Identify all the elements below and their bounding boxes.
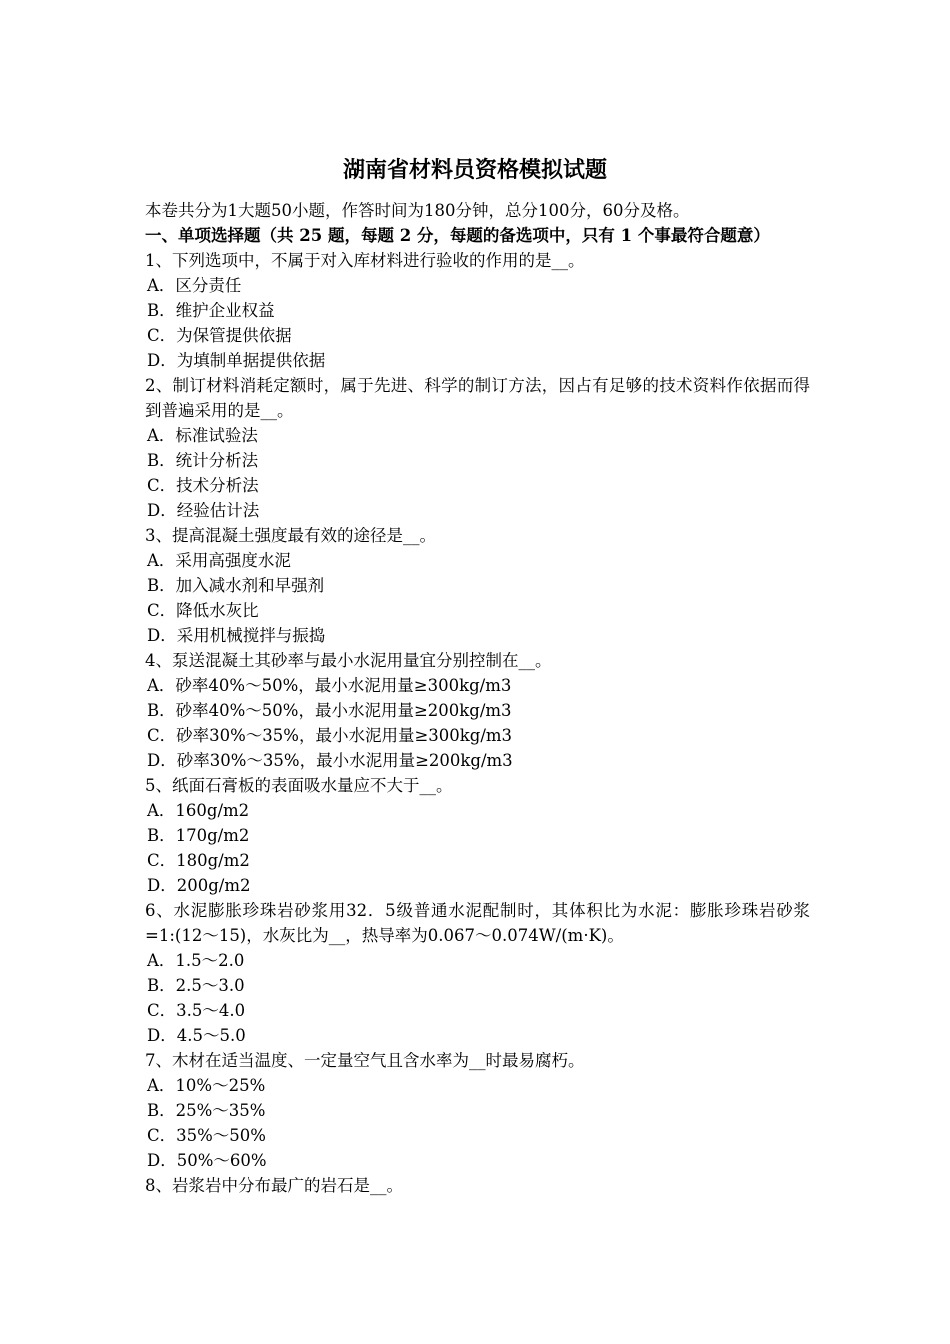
option-d: D．200g/m2 — [147, 876, 251, 895]
option-c: C．降低水灰比 — [147, 601, 259, 620]
question-1 — [145, 248, 810, 373]
option-a: A．标准试验法 — [147, 426, 258, 445]
question-7 — [145, 1048, 810, 1173]
option-c: C．为保管提供依据 — [147, 326, 292, 345]
option-d: D．砂率30%～35%，最小水泥用量≥200kg/m3 — [147, 751, 513, 770]
question-stem: 5、纸面石膏板的表面吸水量应不大于__。 — [145, 776, 453, 795]
document-body — [145, 198, 810, 1198]
option-b: B．170g/m2 — [147, 826, 250, 845]
question-stem: 4、泵送混凝土其砂率与最小水泥用量宜分别控制在__。 — [145, 651, 552, 670]
option-d: D．50%～60% — [147, 1151, 267, 1170]
option-c: C．3.5～4.0 — [147, 1001, 246, 1020]
option-c: C．砂率30%～35%，最小水泥用量≥300kg/m3 — [147, 726, 513, 745]
question-2 — [145, 373, 810, 523]
option-d: D．采用机械搅拌与振捣 — [147, 626, 326, 645]
question-stem: 3、提高混凝土强度最有效的途径是__。 — [145, 526, 436, 545]
question-4 — [145, 648, 810, 773]
option-a: A．1.5～2.0 — [147, 951, 245, 970]
option-b: B．统计分析法 — [147, 451, 259, 470]
option-b: B．25%～35% — [147, 1101, 266, 1120]
question-stem: 6、水泥膨胀珍珠岩砂浆用32．5级普通水泥配制时，其体积比为水泥：膨胀珍珠岩砂浆=1:(12～15)，水灰比为__，热导率为0.067～0.074W/(m·K)。 — [145, 901, 810, 945]
option-c: C．180g/m2 — [147, 851, 250, 870]
exam-intro: 本卷共分为1大题50小题，作答时间为180分钟，总分100分，60分及格。 — [145, 201, 690, 220]
option-c: C．技术分析法 — [147, 476, 259, 495]
question-stem: 1、下列选项中，不属于对入库材料进行验收的作用的是__。 — [145, 251, 585, 270]
question-6 — [145, 898, 810, 1048]
option-d: D．4.5～5.0 — [147, 1026, 246, 1045]
question-stem: 8、岩浆岩中分布最广的岩石是__。 — [145, 1176, 403, 1195]
question-stem: 2、制订材料消耗定额时，属于先进、科学的制订方法，因占有足够的技术资料作依据而得到普遍采用的是__。 — [145, 376, 810, 420]
section-heading: 一、单项选择题（共 25 题，每题 2 分，每题的备选项中，只有 1 个事最符合题意） — [145, 226, 770, 245]
option-a: A．区分责任 — [147, 276, 242, 295]
question-8 — [145, 1173, 810, 1198]
option-b: B．砂率40%～50%，最小水泥用量≥200kg/m3 — [147, 701, 512, 720]
option-a: A．160g/m2 — [147, 801, 250, 820]
option-b: B．2.5～3.0 — [147, 976, 245, 995]
document-title: 湖南省材料员资格模拟试题 — [342, 157, 607, 183]
option-d: D．经验估计法 — [147, 501, 260, 520]
option-d: D．为填制单据提供依据 — [147, 351, 326, 370]
question-3 — [145, 523, 810, 648]
option-a: A．采用高强度水泥 — [147, 551, 291, 570]
option-a: A．砂率40%～50%，最小水泥用量≥300kg/m3 — [147, 676, 512, 695]
option-c: C．35%～50% — [147, 1126, 266, 1145]
option-b: B．加入减水剂和早强剂 — [147, 576, 325, 595]
question-5 — [145, 773, 810, 898]
question-stem: 7、木材在适当温度、一定量空气且含水率为__时最易腐朽。 — [145, 1051, 585, 1070]
option-a: A．10%～25% — [147, 1076, 266, 1095]
option-b: B．维护企业权益 — [147, 301, 275, 320]
